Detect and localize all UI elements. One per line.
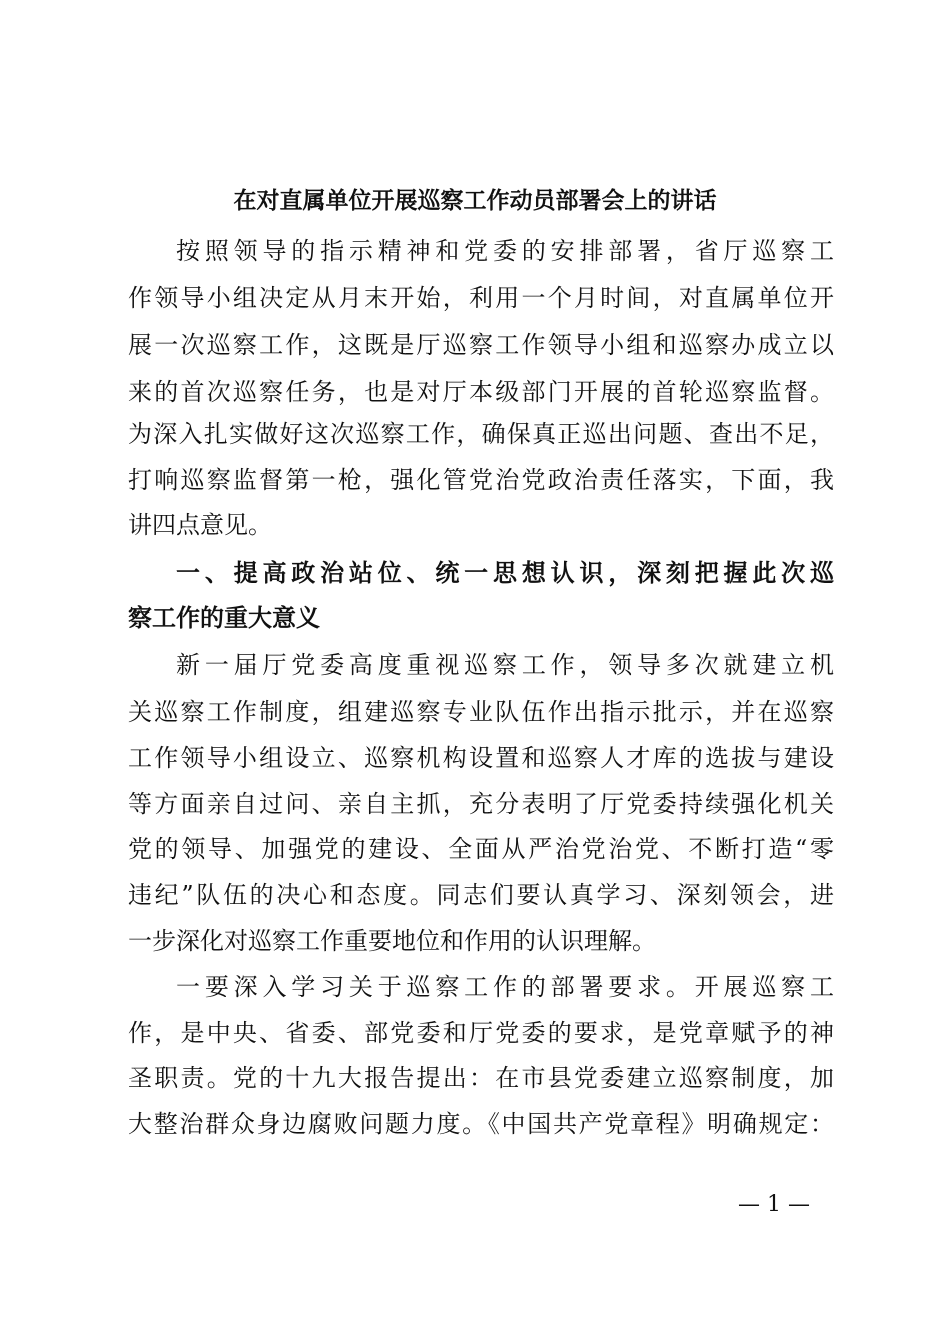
paragraph-line: 党的领导、加强党的建设、全面从严治党治党、不断打造“零 <box>128 835 834 863</box>
paragraph-line: 一要深入学习关于巡察工作的部署要求。开展巡察工 <box>176 973 834 1001</box>
paragraph-line: 为深入扎实做好这次巡察工作，确保真正巡出问题、查出不足， <box>128 420 834 448</box>
paragraph-line: 讲四点意见。 <box>128 511 272 539</box>
paragraph-line: 关巡察工作制度，组建巡察专业队伍作出指示批示，并在巡察 <box>128 698 834 726</box>
document-title: 在对直属单位开展巡察工作动员部署会上的讲话 <box>233 187 717 214</box>
paragraph-line: 按照领导的指示精神和党委的安排部署，省厅巡察工 <box>176 237 834 265</box>
paragraph-line: 一步深化对巡察工作重要地位和作用的认识理解。 <box>128 927 656 955</box>
paragraph-line: 违纪”队伍的决心和态度。同志们要认真学习、深刻领会，进 <box>128 881 834 909</box>
paragraph-line: 等方面亲自过问、亲自主抓，充分表明了厅党委持续强化机关 <box>128 790 834 818</box>
page-number: — 1 — <box>738 1192 810 1217</box>
paragraph-line: 新一届厅党委高度重视巡察工作，领导多次就建立机 <box>176 651 834 679</box>
paragraph-line: 大整治群众身边腐败问题力度。《中国共产党章程》明确规定： <box>128 1110 834 1138</box>
paragraph-line: 作，是中央、省委、部党委和厅党委的要求，是党章赋予的神 <box>128 1019 834 1047</box>
section-heading: 一、提高政治站位、统一思想认识，深刻把握此次巡 <box>176 559 834 587</box>
paragraph-line: 展一次巡察工作，这既是厅巡察工作领导小组和巡察办成立以 <box>128 331 834 359</box>
paragraph-line: 工作领导小组设立、巡察机构设置和巡察人才库的选拔与建设 <box>128 744 834 772</box>
paragraph-line: 作领导小组决定从月末开始，利用一个月时间，对直属单位开 <box>128 284 834 312</box>
paragraph-line: 来的首次巡察任务，也是对厅本级部门开展的首轮巡察监督。 <box>128 378 834 406</box>
paragraph-line: 圣职责。党的十九大报告提出：在市县党委建立巡察制度，加 <box>128 1064 834 1092</box>
paragraph-line: 打响巡察监督第一枪，强化管党治党政治责任落实，下面，我 <box>128 466 834 494</box>
section-heading: 察工作的重大意义 <box>128 604 320 632</box>
